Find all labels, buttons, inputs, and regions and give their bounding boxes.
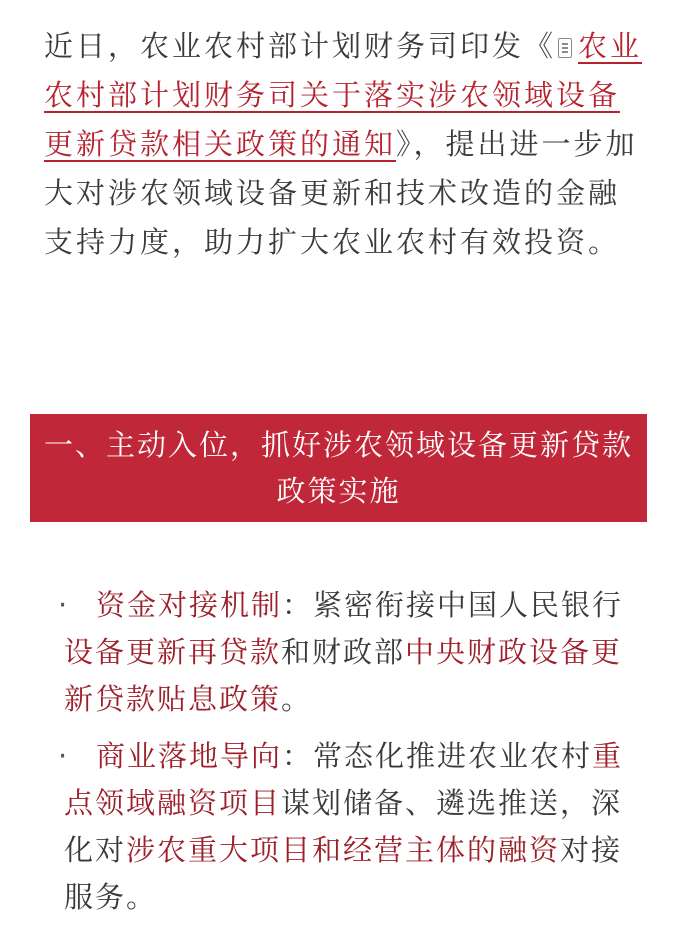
list-item xyxy=(58,733,639,921)
bullet-colon: ： xyxy=(282,588,314,622)
bullet-highlight: 重点领域融资项目 xyxy=(64,739,624,820)
bullet-highlight: 涉农重大项目和经营主体的融资 xyxy=(126,833,561,867)
bullet-text: 常态化推进农业农村 xyxy=(313,739,593,773)
intro-paragraph xyxy=(44,22,644,267)
bullet-highlight: 设备更新再贷款 xyxy=(64,635,282,669)
section-heading-banner xyxy=(30,414,647,522)
document-icon xyxy=(558,38,572,58)
bullet-body xyxy=(64,582,639,723)
bullet-label: 资金对接机制 xyxy=(96,588,283,622)
intro-prefix: 近日，农业农村部计划财务司印发《 xyxy=(44,29,557,63)
section-title-line2: 政策实施 xyxy=(276,474,401,508)
bullet-text: 对接服务。 xyxy=(64,833,623,914)
bullet-colon: ： xyxy=(282,739,314,773)
bullet-text: 谋划储备、遴选推送，深化对 xyxy=(64,786,623,867)
section-title-line1: 一、主动入位，抓好涉农领域设备更新贷款 xyxy=(43,428,633,462)
bullet-highlight: 中央财政设备更新贷款贴息政策 xyxy=(64,635,623,716)
bullet-list xyxy=(58,582,639,931)
bullet-marker: · xyxy=(58,739,70,773)
bullet-text: 紧密衔接中国人民银行 xyxy=(313,588,624,622)
bullet-text: 和财政部 xyxy=(281,635,406,669)
policy-notice-link[interactable]: 农业农村部计划财务司关于落实涉农领域设备更新贷款相关政策的通知 xyxy=(44,29,643,161)
bullet-body xyxy=(64,733,639,921)
bullet-marker: · xyxy=(58,588,70,622)
bullet-label: 商业落地导向 xyxy=(96,739,283,773)
intro-suffix: 》，提出进一步加大对涉农领域设备更新和技术改造的金融支持力度，助力扩大农业农村有效投资。 xyxy=(44,127,638,259)
bullet-text: 。 xyxy=(281,682,313,716)
list-item xyxy=(58,582,639,723)
